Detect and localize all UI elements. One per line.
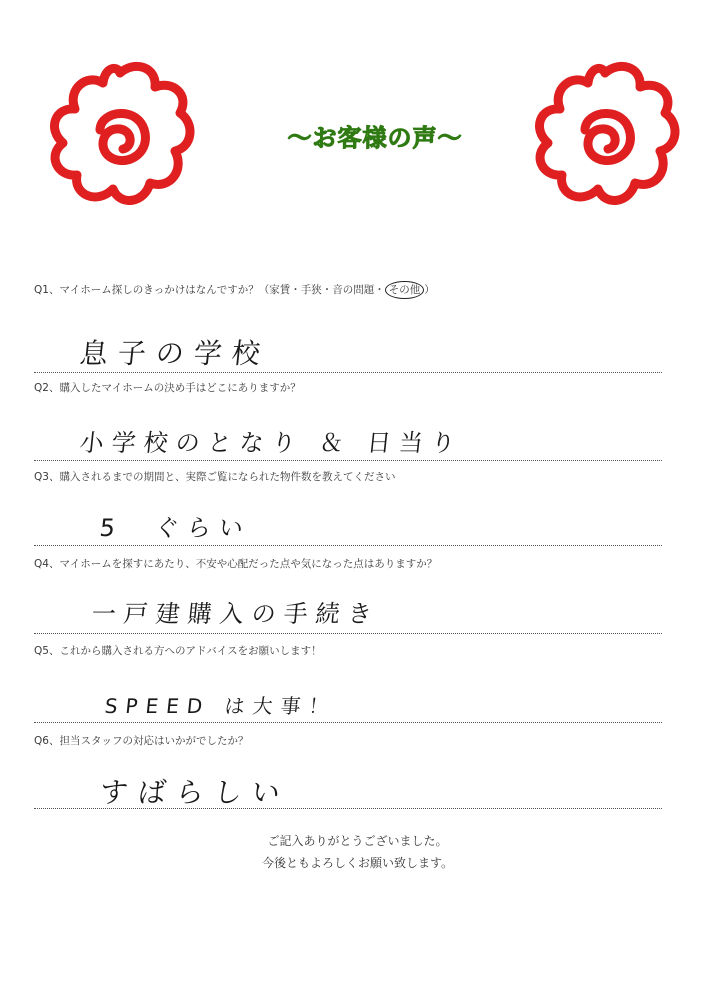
answer-3: 5 ぐらい [98, 514, 253, 542]
answer-6: すばらしい [98, 776, 292, 809]
answer-4: 一戸建購入の手続き [90, 600, 382, 628]
answer-divider [34, 372, 662, 373]
flower-stamp-left-icon [45, 55, 195, 215]
question-suffix: ） [424, 284, 435, 296]
answer-1: 息子の学校 [78, 337, 272, 370]
closing-line-2: 今後ともよろしくお願い致します。 [261, 856, 454, 870]
answer-divider [34, 460, 662, 461]
answer-5: SPEED は大事！ [103, 694, 338, 718]
closing-line-1: ご記入ありがとうございました。 [267, 834, 448, 848]
answer-divider [34, 545, 662, 546]
page-title: 〜お客様の声〜 [287, 124, 463, 152]
flower-stamp-right-icon [530, 55, 680, 215]
circled-choice: その他 [385, 281, 425, 299]
question-2: Q2、購入したマイホームの決め手はどこにありますか？ [34, 382, 301, 394]
answer-divider [34, 722, 662, 723]
question-5: Q5、これから購入される方へのアドバイスをお願いします！ [34, 645, 322, 657]
question-3: Q3、購入されるまでの期間と、実際ご覧になられた物件数を教えてください [34, 471, 396, 483]
question-label: Q1、マイホーム探しのきっかけはなんですか？（家賃・手狭・音の問題・ [34, 284, 385, 296]
question-6: Q6、担当スタッフの対応はいかがでしたか？ [34, 735, 249, 747]
answer-2: 小学校のとなり ＆ 日当り [78, 429, 465, 457]
answer-divider [34, 633, 662, 634]
answer-divider [34, 808, 662, 809]
question-1 [34, 281, 674, 299]
question-4: Q4、マイホームを探すにあたり、不安や心配だった点や気になった点はありますか？ [34, 558, 438, 570]
